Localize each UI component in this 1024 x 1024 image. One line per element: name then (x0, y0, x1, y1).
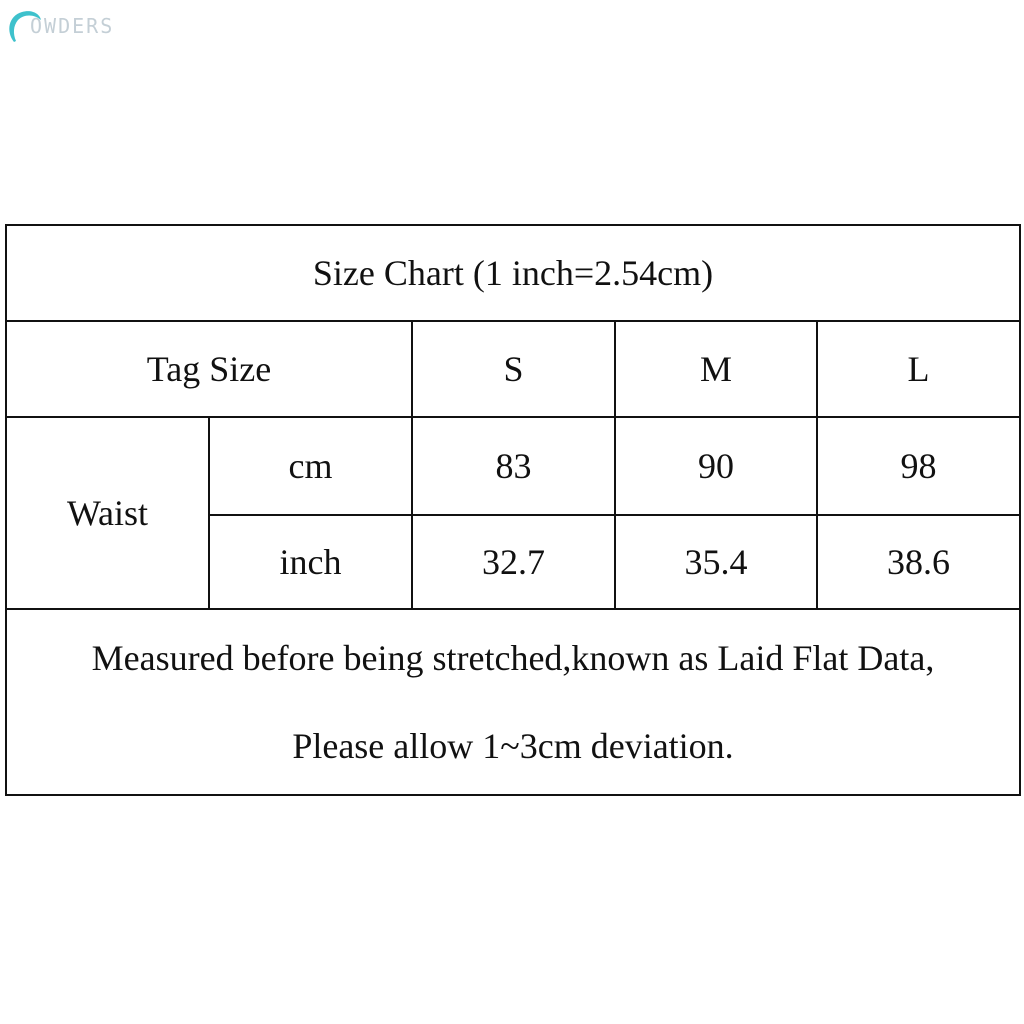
size-chart-table (5, 224, 1021, 796)
brand-watermark (4, 4, 154, 50)
waist-cm-row (6, 417, 1020, 515)
waist-label: Waist (6, 417, 209, 609)
size-header-s: S (412, 321, 615, 417)
value-cell: 98 (817, 417, 1020, 515)
value-cell: 90 (615, 417, 817, 515)
size-header-l: L (817, 321, 1020, 417)
size-header-m: M (615, 321, 817, 417)
unit-cm: cm (209, 417, 412, 515)
value-cell: 35.4 (615, 515, 817, 609)
note-row (6, 609, 1020, 795)
tag-size-label: Tag Size (6, 321, 412, 417)
value-cell: 83 (412, 417, 615, 515)
unit-inch: inch (209, 515, 412, 609)
note-line-1: Measured before being stretched,known as Laid Flat Data, (91, 638, 935, 678)
measurement-note (6, 609, 1020, 795)
header-row (6, 321, 1020, 417)
note-line-2: Please allow 1~3cm deviation. (292, 726, 734, 766)
watermark-text: OWDERS (30, 14, 115, 38)
value-cell: 38.6 (817, 515, 1020, 609)
title-row (6, 225, 1020, 321)
chart-title: Size Chart (1 inch=2.54cm) (6, 225, 1020, 321)
value-cell: 32.7 (412, 515, 615, 609)
